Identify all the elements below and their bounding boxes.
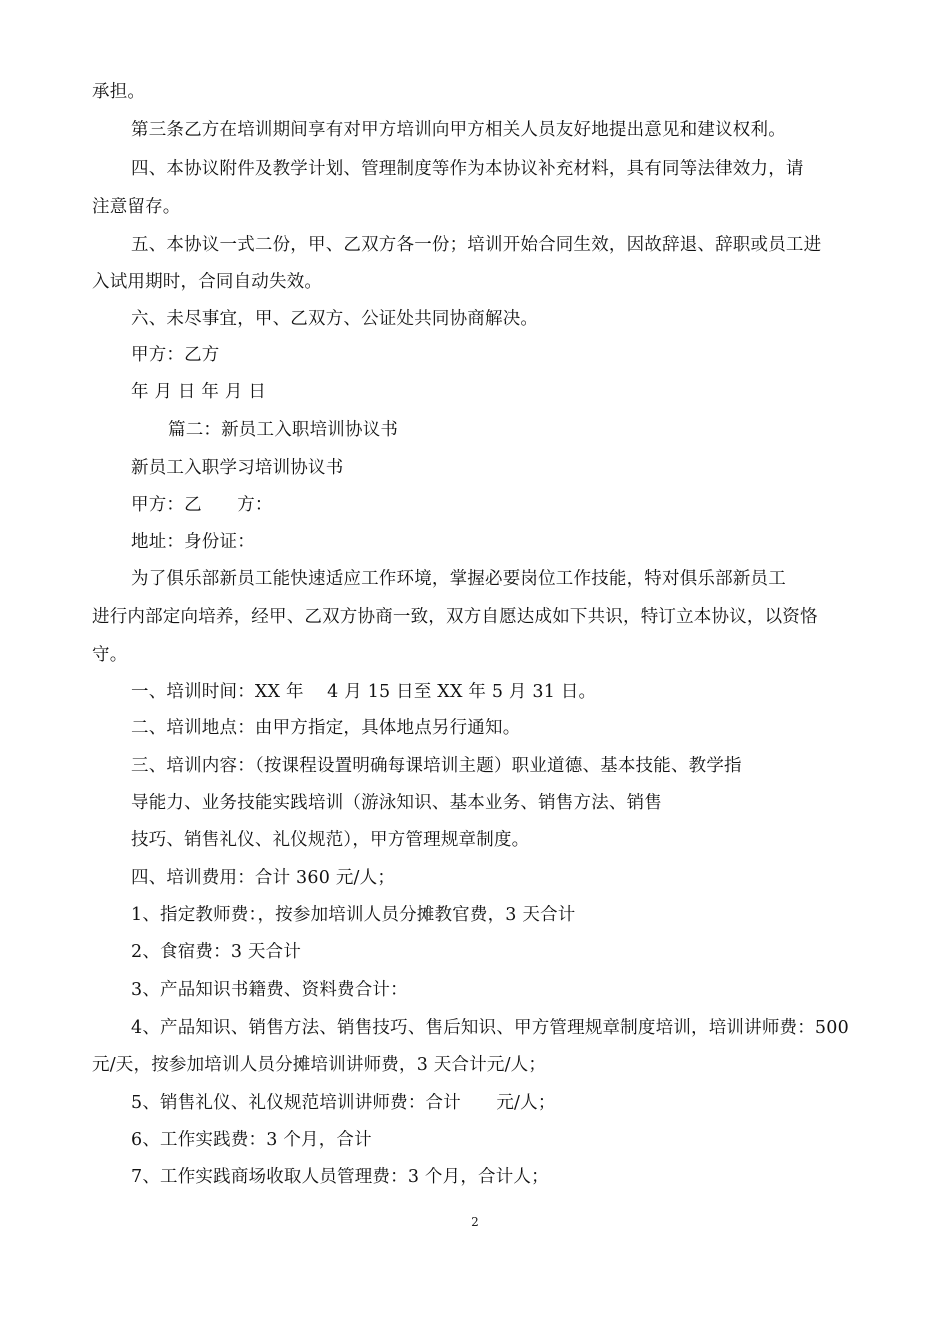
text-line: 注意留存。 (92, 197, 181, 217)
page-number: 2 (471, 1215, 479, 1229)
text-line: 为了俱乐部新员工能快速适应工作环境，掌握必要岗位工作技能，特对俱乐部新员工 (131, 569, 786, 589)
text-line: 6、工作实践费：3 个月，合计 (131, 1130, 372, 1150)
text-line: 技巧、销售礼仪、礼仪规范），甲方管理规章制度。 (131, 830, 530, 850)
text-line: 年 月 日 年 月 日 (131, 382, 267, 402)
text-line: 7、工作实践商场收取人员管理费：3 个月，合计人； (131, 1167, 549, 1187)
text-line: 导能力、业务技能实践培训（游泳知识、基本业务、销售方法、销售 (131, 793, 662, 813)
text-line: 3、产品知识书籍费、资料费合计： (131, 980, 408, 1000)
text-line: 三、培训内容：（按课程设置明确每课培训主题）职业道德、基本技能、教学指 (131, 756, 742, 776)
text-line: 1、指定教师费：，按参加培训人员分摊教官费，3 天合计 (131, 905, 576, 925)
text-line: 第三条乙方在培训期间享有对甲方培训向甲方相关人员友好地提出意见和建议权利。 (131, 120, 786, 140)
text-line: 甲方：乙 方： (131, 495, 273, 515)
text-line: 二、培训地点：由甲方指定，具体地点另行通知。 (131, 718, 521, 738)
text-line: 地址：身份证： (131, 532, 255, 552)
text-line: 入试用期时，合同自动失效。 (92, 272, 323, 292)
text-line: 2、食宿费：3 天合计 (131, 942, 302, 962)
text-line: 四、培训费用：合计 360 元/人； (131, 868, 396, 888)
text-line: 五、本协议一式二份，甲、乙双方各一份；培训开始合同生效，因故辞退、辞职或员工进 (131, 235, 822, 255)
text-line: 六、未尽事宜，甲、乙双方、公证处共同协商解决。 (131, 309, 539, 329)
text-line: 四、本协议附件及教学计划、管理制度等作为本协议补充材料，具有同等法律效力，请 (131, 159, 804, 179)
text-line: 4、产品知识、销售方法、销售技巧、售后知识、甲方管理规章制度培训，培训讲师费：500 (131, 1018, 849, 1038)
section-heading: 篇二：新员工入职培训协议书 (168, 420, 399, 440)
text-line: 一、培训时间：XX 年 4 月 15 日至 XX 年 5 月 31 日。 (131, 682, 597, 702)
text-line: 5、销售礼仪、礼仪规范培训讲师费：合计 元/人； (131, 1093, 556, 1113)
text-line: 进行内部定向培养，经甲、乙双方协商一致，双方自愿达成如下共识，特订立本协议，以资恪 (92, 607, 818, 627)
text-line: 甲方：乙方 (131, 345, 220, 365)
text-line: 元/天，按参加培训人员分摊培训讲师费，3 天合计元/人； (92, 1055, 547, 1075)
text-line: 承担。 (92, 82, 146, 102)
document-title: 新员工入职学习培训协议书 (131, 458, 344, 478)
text-line: 守。 (92, 645, 128, 665)
